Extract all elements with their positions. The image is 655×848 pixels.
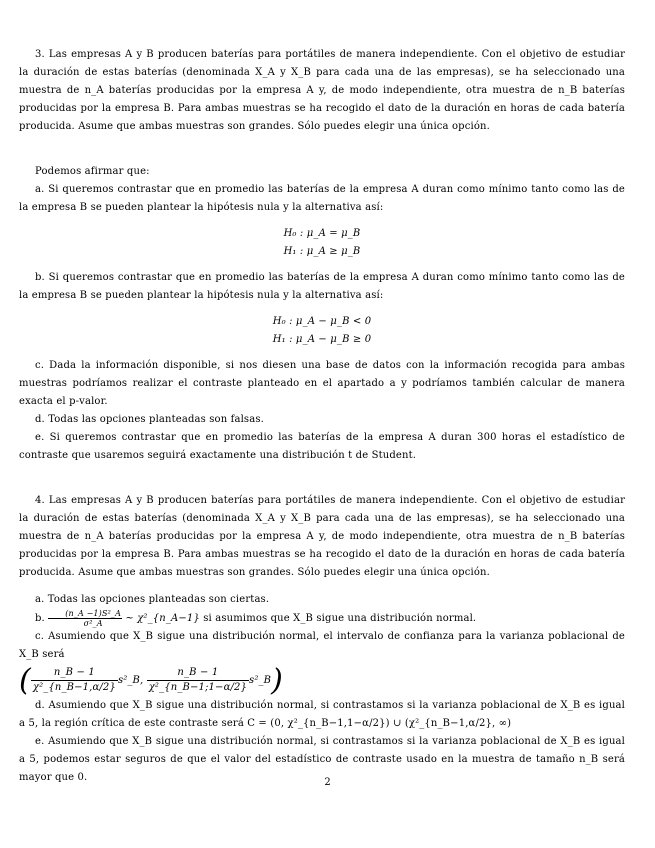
- q4-c-interval: ( $\frac{n\_B - 1}{\text{χ²\_\{n\_B−1,α/2\}}}$ s²_B , $\frac{n\_B - 1}{\text{χ²\_\{n\_B−1;1−α/2\}}}$ s²_B ): [19, 662, 283, 698]
- q3-a-h0: H₀ : μ_A = μ_B: [283, 228, 361, 239]
- q4-c-den2: χ²_{n_B−1;1−α/2}: [148, 682, 248, 693]
- q4-b-distribution: ~ χ²_{n_A−1}: [125, 613, 200, 624]
- q4-c-frac2: [147, 666, 249, 695]
- q4-c-s2: s²_B: [249, 674, 272, 686]
- q3-option-b: b. Si queremos contrastar que en promedio las baterías de la empresa A duran como mínimo tanto como las de la empresa B se pueden plantear la hipótesis nula y la alternativa así:: [19, 272, 625, 301]
- q4-c-s1: s²_B: [117, 674, 141, 686]
- document-page: [19, 46, 625, 787]
- q4-option-c: c. Asumiendo que X_B sigue una distribución normal, el intervalo de confianza para la varianza poblacional de X_B será: [19, 631, 625, 660]
- page-number: 2: [324, 777, 331, 788]
- q3-option-e: e. Si queremos contrastar que en promedio las baterías de la empresa A duran 300 horas el estadístico de contraste que usaremos seguirá exactamente una distribución t de Student.: [19, 432, 625, 461]
- q4-b-fraction: [48, 609, 122, 628]
- q3-option-a: a. Si queremos contrastar que en promedio las baterías de la empresa A duran como mínimo tanto como las de la empresa B se pueden plantear la hipótesis nula y la alternativa así:: [19, 184, 625, 213]
- q4-c-num2: n_B − 1: [147, 666, 249, 681]
- q3-b-h1: H₁ : μ_A − μ_B ≥ 0: [272, 334, 372, 345]
- q4-option-d: d. Asumiendo que X_B sigue una distribución normal, si contrastamos si la varianza poblacional de X_B es igual a 5, la región crítica de este contraste será C = (0, χ²_{n_B−1,1−α/2}) ∪ (χ²_{n_B−1,α/2}, ∞): [19, 700, 625, 729]
- q4-b-prefix: b.: [35, 613, 45, 624]
- q3-option-d: d. Todas las opciones planteadas son falsas.: [35, 414, 264, 425]
- q4-option-a: a. Todas las opciones planteadas son ciertas.: [35, 594, 270, 605]
- q4-b-numerator: (n_A −1)S²_A: [48, 609, 122, 619]
- q4-c-frac1: [31, 666, 118, 695]
- q4-c-den1: χ²_{n_B−1,α/2}: [32, 682, 116, 693]
- q4-option-e: e. Asumiendo que X_B sigue una distribución normal, si contrastamos si la varianza poblacional de X_B es igual a 5, podemos estar seguros de que el valor del estadístico de contraste usado en la muestra de tamaño n_B será mayor que 0.: [19, 736, 625, 783]
- q3-b-h0: H₀ : μ_A − μ_B < 0: [272, 316, 372, 327]
- q4-b-text: si asumimos que X_B sigue una distribución normal.: [203, 613, 477, 624]
- q4-intro: 4. Las empresas A y B producen baterías para portátiles de manera independiente. Con el objetivo de estudiar la duración de estas baterías (denominada X_A y X_B para cada una de las empresas), se ha seleccionado una muestra de n_A baterías producidas por la empresa A y, de modo independiente, otra muestra de n_B baterías producidas por la empresa B. Para ambas muestras se ha recogido el dato de la duración en horas de cada batería producida. Asume que ambas muestras son grandes. Sólo puedes elegir una única opción.: [19, 495, 625, 578]
- q3-a-h1: H₁ : μ_A ≥ μ_B: [283, 246, 361, 257]
- q3-a-hypotheses: [19, 225, 625, 261]
- q3-b-hypotheses: [19, 313, 625, 349]
- q4-option-b: [19, 609, 625, 628]
- q3-option-c: c. Dada la información disponible, si nos diesen una base de datos con la información recogida para ambas muestras podríamos realizar el contraste planteado en el apartado a y podríamos también calcular de manera exacta el p-valor.: [19, 360, 625, 407]
- q4-c-num1: n_B − 1: [31, 666, 118, 681]
- q3-lead: Podemos afirmar que:: [35, 166, 150, 177]
- q3-intro: 3. Las empresas A y B producen baterías para portátiles de manera independiente. Con el objetivo de estudiar la duración de estas baterías (denominada X_A y X_B para cada una de las empresas), se ha seleccionado una muestra de n_A baterías producidas por la empresa A y, de modo independiente, otra muestra de n_B baterías producidas por la empresa B. Para ambas muestras se ha recogido el dato de la duración en horas de cada batería producida. Asume que ambas muestras son grandes. Sólo puedes elegir una única opción.: [19, 49, 625, 132]
- q4-b-denominator: σ²_A: [83, 619, 103, 628]
